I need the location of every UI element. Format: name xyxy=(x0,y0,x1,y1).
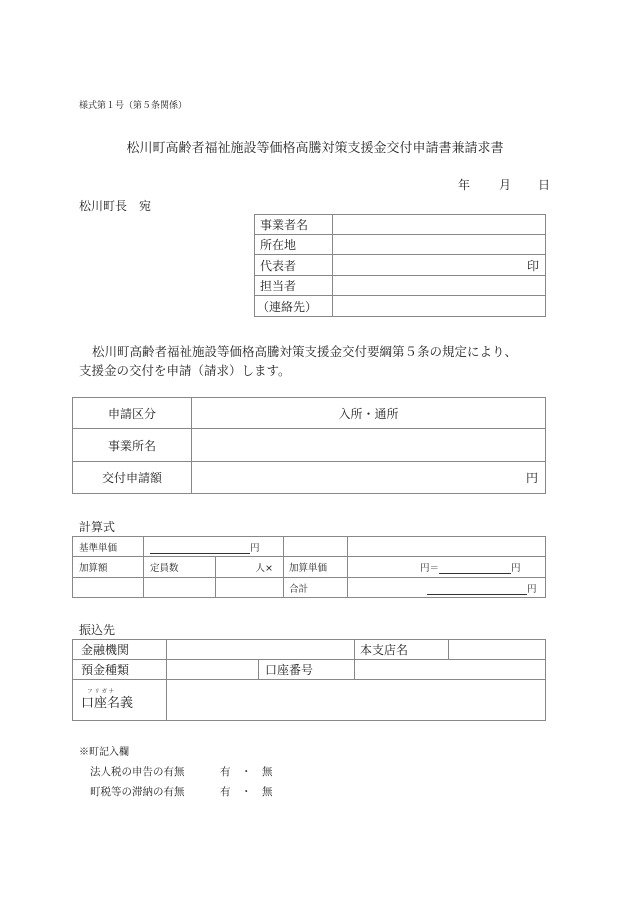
calc-blank-1 xyxy=(284,537,348,557)
corporate-tax-options[interactable]: 有 ・ 無 xyxy=(220,766,273,778)
office-name-field[interactable] xyxy=(192,429,546,462)
bank-table xyxy=(72,639,546,721)
address-label: 所在地 xyxy=(255,235,333,255)
calc-blank-5 xyxy=(216,578,284,598)
document-title: 松川町高齢者福祉施設等価格高騰対策支援金交付申請書兼請求書 xyxy=(126,141,504,156)
contact-field[interactable] xyxy=(333,296,546,317)
date-year: 年 xyxy=(458,178,471,192)
calc-table xyxy=(72,536,546,598)
staff-count-field[interactable]: 人× xyxy=(216,557,284,578)
address-field[interactable] xyxy=(333,235,546,255)
deposit-type-label: 預金種類 xyxy=(73,660,167,680)
date-day: 日 xyxy=(538,178,551,192)
account-number-label: 口座番号 xyxy=(259,660,355,680)
contact-person-label: 担当者 xyxy=(255,276,333,296)
amount-label: 交付申請額 xyxy=(73,462,192,494)
account-number-field[interactable] xyxy=(355,660,546,680)
add-result-unit: 円 xyxy=(511,563,521,574)
base-price-field[interactable] xyxy=(144,537,284,557)
applicant-table xyxy=(254,214,546,317)
calc-blank-4 xyxy=(144,578,216,598)
add-unit-price-label: 加算単価 xyxy=(284,557,348,578)
category-label: 申請区分 xyxy=(73,398,192,429)
town-use-heading: ※町記入欄 xyxy=(79,747,129,758)
tax-delinquency-options[interactable]: 有 ・ 無 xyxy=(220,786,273,798)
category-value[interactable]: 入所・通所 xyxy=(192,398,546,429)
corporate-tax-label: 法人税の申告の有無 xyxy=(90,766,185,778)
total-label: 合計 xyxy=(284,578,348,598)
applicant-row-representative xyxy=(255,255,546,276)
seal-mark[interactable]: 印 xyxy=(333,255,546,276)
account-holder-field[interactable] xyxy=(167,680,546,721)
calc-blank-3 xyxy=(73,578,144,598)
institution-field[interactable] xyxy=(167,640,355,660)
business-name-field[interactable] xyxy=(333,215,546,235)
institution-label: 金融機関 xyxy=(73,640,167,660)
total-unit: 円 xyxy=(527,583,537,595)
add-unit-price-suffix: 円＝ xyxy=(420,563,440,574)
contact-label: （連絡先） xyxy=(255,296,333,317)
bank-heading: 振込先 xyxy=(79,623,116,637)
applicant-row-address xyxy=(255,235,546,255)
body-text-line1: 松川町高齢者福祉施設等価格高騰対策支援金交付要綱第５条の規定により、 xyxy=(92,344,518,359)
total-field[interactable] xyxy=(348,578,546,598)
base-price-unit: 円 xyxy=(250,542,260,554)
applicant-row-contact xyxy=(255,296,546,317)
applicant-row-business-name xyxy=(255,215,546,235)
business-name-label: 事業者名 xyxy=(255,215,333,235)
account-holder-ruby: フ リ ガ ナ xyxy=(87,688,115,695)
application-table xyxy=(72,397,546,494)
form-number: 様式第１号（第５条関係） xyxy=(79,101,188,111)
calc-blank-2 xyxy=(348,537,546,557)
representative-label: 代表者 xyxy=(255,255,333,276)
date-month: 月 xyxy=(499,178,512,192)
amount-field[interactable]: 円 xyxy=(192,462,546,494)
body-text-line2: 支援金の交付を申請（請求）します。 xyxy=(79,363,291,378)
addressee: 松川町長 宛 xyxy=(79,199,152,213)
branch-field[interactable] xyxy=(449,640,546,660)
branch-label: 本支店名 xyxy=(355,640,449,660)
staff-count-label: 定員数 xyxy=(144,557,216,578)
account-holder-label-cell xyxy=(73,680,167,721)
base-price-label: 基準単価 xyxy=(73,537,144,557)
deposit-type-field[interactable] xyxy=(167,660,259,680)
tax-delinquency-label: 町税等の滞納の有無 xyxy=(90,786,185,798)
add-unit-price-field[interactable] xyxy=(348,557,546,578)
account-holder-label: 口座名義 xyxy=(81,696,134,712)
add-amount-label: 加算額 xyxy=(73,557,144,578)
calc-heading: 計算式 xyxy=(79,520,116,534)
office-name-label: 事業所名 xyxy=(73,429,192,462)
contact-person-field[interactable] xyxy=(333,276,546,296)
applicant-row-contact-person xyxy=(255,276,546,296)
